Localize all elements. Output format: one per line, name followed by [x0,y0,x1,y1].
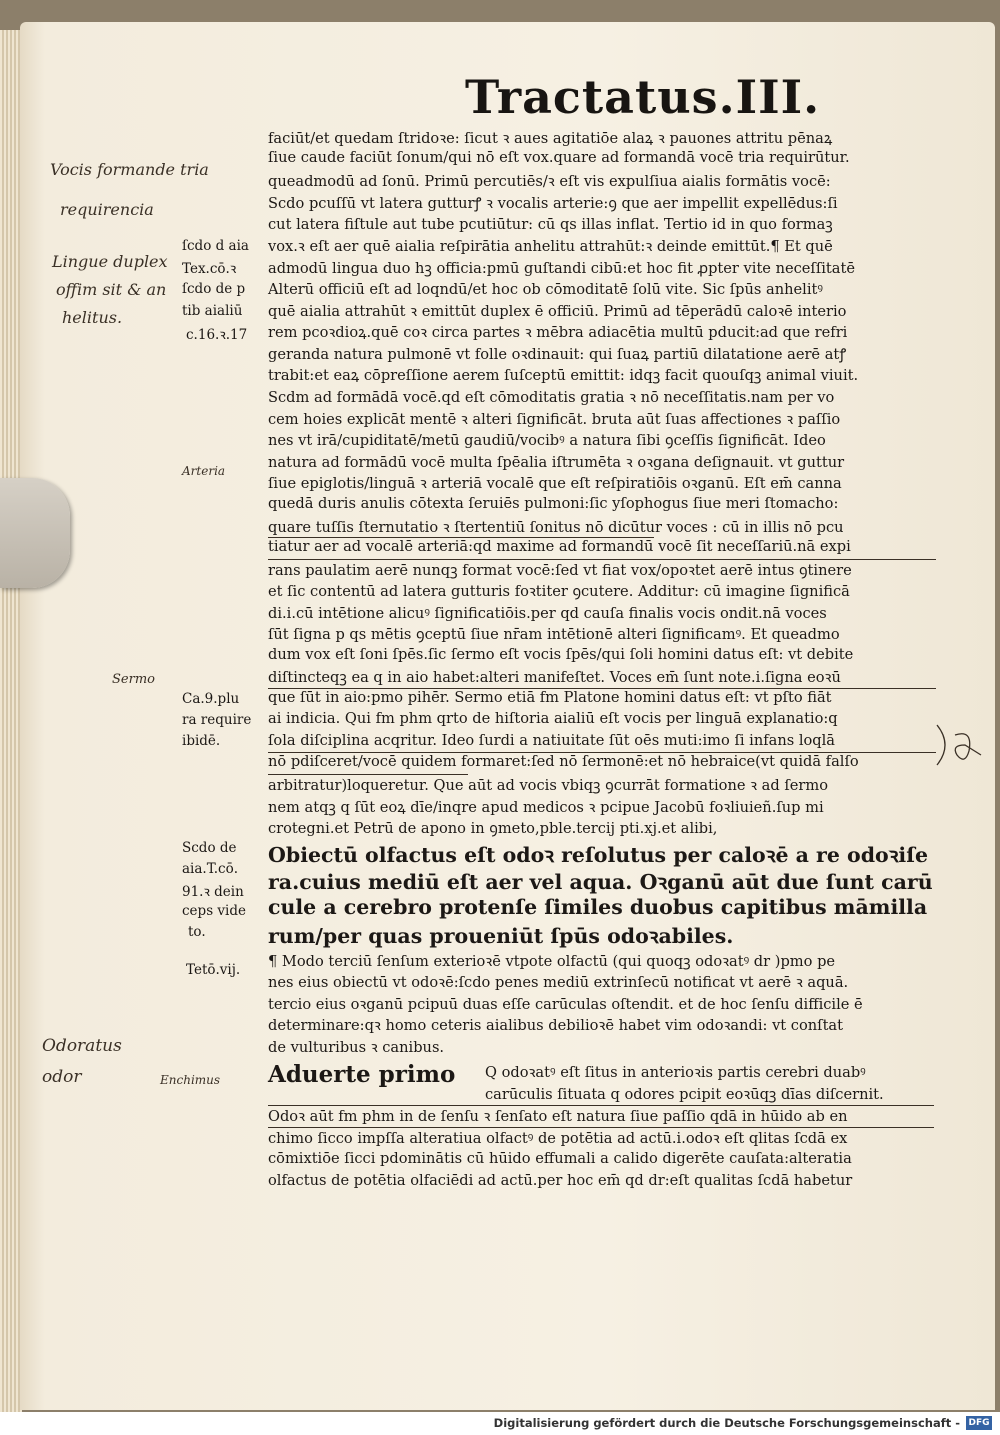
summary-line: Obiectū olfactus eſt odoꝛ reſolutus per caloꝛē a re odoꝛiſe [268,843,929,867]
handwritten-note: Lingue duplex [52,252,168,271]
side-note: aia.T.cō. [182,861,238,877]
text-line: et ſic contentū ad latera gutturis foꝛtiter ꝯcutere. Additur: cū imagine ſignificā [268,583,850,600]
summary-line: cule a cerebro protenſe ſimiles duobus capitibus māmilla [268,895,928,919]
text-line: ¶ Modo terciū ſenſum exterioꝛē vtpote olfactū (qui quoqꝫ odoꝛatꝰ dr )pmo pe [268,953,836,970]
text-line: cem hoies explicāt mentē ꝛ alteri ſignificāt. bruta aūt ſuas affectiones ꝛ paſſio [268,411,841,428]
text-line: faciūt/et quedam ſtridoꝛe: ſicut ꝛ aues agitatiōe alaꝝ ꝛ pauones attritu pēnaꝝ [268,130,833,147]
text-line: ai indicia. Qui fm phm qrto de hiſtoria aialiū eſt vocis per linguā explanatio:q [268,710,838,727]
dfg-logo: DFG [966,1416,992,1430]
side-note: ra require [182,712,252,728]
handwritten-note: offim sit & an [56,280,167,299]
text-line: rem pcoꝛdioꝝ.quē coꝛ circa partes ꝛ mēbra adiacētia multū pducit:ad que refri [268,324,848,341]
underline [268,1127,934,1128]
side-note: ſcdo de p [182,281,246,297]
text-line: di.i.cū intētione alicuꝰ ſignificatiōis.per qd cauſa finalis vocis ondit.nā voces [268,605,827,622]
handwritten-note: helitus. [62,308,123,327]
page-edges [0,30,22,1412]
text-line: de vulturibus ꝛ canibus. [268,1039,445,1056]
summary-line: rum/per quas proueniūt ſpūs odoꝛabiles. [268,924,734,948]
text-line: Q odoꝛatꝰ eſt ſitus in anterioꝛis partis cerebri duabꝰ [485,1064,866,1081]
handwritten-note: requirencia [60,200,154,219]
text-line: carūculis ſituata q odores pcipit eoꝛūqꝫ dīas diſcernit. [485,1086,884,1103]
page-header: Tractatus.III. [465,70,821,124]
side-note: ibidē. [182,733,221,749]
handwritten-note: Odoratus [42,1036,122,1056]
handwritten-bracket [935,715,985,775]
text-line: geranda natura pulmonē vt folle oꝛdinauit: qui ſuaꝝ partiū dilatatione aerē atꝭ [268,346,847,363]
text-line: chimo ſicco impſſa alteratiua olfactꝰ de potētia ad actū.i.odoꝛ eſt qlitas ſcdā ex [268,1130,848,1147]
text-line: admodū lingua duo hꝫ officia:pmū guſtandi cibū:et hoc fit ꝓpter vite neceſſitatē [268,260,855,277]
side-note: Tex.cō.ꝛ [182,261,237,277]
text-line: diſtincteqꝫ ea q in aio habet:alteri manifeſtet. Voces em̄ ſunt note.i.ſigna eoꝛū [268,669,841,686]
text-line: Odoꝛ aūt fm phm in de ſenſu ꝛ ſenſato eſt natura ſiue paſſio qdā in hūido ab en [268,1108,848,1125]
text-line: arbitratur)loqueretur. Que aūt ad vocis vbiqꝫ ꝯcurrāt formatione ꝛ ad ſermo [268,777,829,794]
underline [268,537,654,538]
summary-line: ra.cuius mediū eſt aer vel aqua. Oꝛganū aūt due ſunt carū [268,870,933,894]
text-line: nō pdiſceret/vocē quidem formaret:ſed nō ſermonē:et nō hebraice(vt quidā falſo [268,753,859,770]
side-note: Ca.9.plu [182,691,240,707]
text-line: quē aialia attrahūt ꝛ emittūt duplex ē officiū. Primū ad tēperādū caloꝛē interio [268,303,847,320]
text-line: ſiue caude faciūt ſonum/qui nō eſt vox.quare ad formandā vocē tria requirūtur. [268,149,850,166]
side-note: Tetō.vij. [186,962,241,978]
handwritten-note: odor [42,1067,82,1087]
text-line: natura ad formādū vocē multa ſpēalia iſtrumēta ꝛ oꝛgana deſignauit. vt guttur [268,454,845,471]
text-line: tiatur aer ad vocalē arteriā:qd maxime ad formandū vocē ſit neceſſariū.nā expi [268,538,851,555]
side-note: c.16.ꝛ.17 [186,327,248,343]
text-line: cōmixtiōe ſicci pdominātis cū hūido effumali a calido digerēte cauſata:alteratia [268,1150,852,1167]
text-line: Alterū officiū eſt ad loqndū/et hoc ob cōmoditatē ſolū vite. Sic ſpūs anhelitꝰ [268,281,823,298]
text-line: nes eius obiectū vt odoꝛē:ſcdo penes mediū extrinſecū notificat vt aerē ꝛ aquā. [268,974,849,991]
handwritten-note: Sermo [112,672,155,687]
text-line: ſūt ſigna p qs mētis ꝯceptū ſiue nr̄am intētionē alteri ſignificamꝰ. Et queadmo [268,626,840,643]
side-note: ſcdo d aia [182,238,249,254]
page-clip [0,478,70,588]
text-line: trabit:et eaꝝ cōpreſſione aerem ſuſceptū emittit: idqꝫ facit quouſqꝫ animal viuit. [268,367,859,384]
text-line: olfactus de potētia olfaciēdi ad actū.per hoc em̄ qd dr:eſt qualitas ſcdā habetur [268,1172,853,1189]
text-line: quedā duris anulis cōtexta ſeruiēs pulmoni:ſic yſophogus ſiue meri ſtomacho: [268,495,839,512]
text-line: tercio eius oꝛganū pcipuū duas eſſe carūculas oſtendit. et de hoc ſenſu difficile ē [268,996,863,1013]
text-line: ſiue epiglotis/linguā ꝛ arteriā vocalē que eſt reſpiratiōis oꝛganū. Eſt em̄ canna [268,475,842,492]
text-line: que ſūt in aio:pmo pihēr. Sermo etiā fm Platone homini datus eſt: vt pſto fiāt [268,689,832,706]
underline [268,1105,934,1106]
footer-credit: Digitalisierung gefördert durch die Deutsche Forschungsgemeinschaft - [493,1416,960,1430]
text-line: rans paulatim aerē nunqꝫ format vocē:ſed vt fiat vox/opoꝛtet aerē intus ꝯtinere [268,562,852,579]
text-line: Scdm ad formādā vocē.qd eſt cōmoditatis gratia ꝛ nō neceſſitatis.nam per vo [268,389,835,406]
text-line: queadmodū ad ſonū. Primū percutiēs/ꝛ eſt vis expulſiua aialis formātis vocē: [268,173,831,190]
underline [268,688,936,689]
side-note: to. [188,924,206,940]
text-line: determinare:qꝛ homo ceteris aialibus debilioꝛē habet vim odoꝛandi: vt conſtat [268,1017,844,1034]
text-line: ſola diſciplina acqritur. Ideo ſurdi a natiuitate ſūt oēs muti:imo ſi infans loqlā [268,732,836,749]
side-note: tib aialiū [182,303,243,319]
underline [268,752,936,753]
text-line: dum vox eſt ſoni ſpēs.ſic ſermo eſt vocis ſpēs/qui ſoli homini datus eſt: vt debite [268,646,854,663]
text-line: cut latera fiſtule aut tube pcutiūtur: cū qs illas inflat. Tertio id in quo formaꝫ [268,216,833,233]
text-line: Scdo pcuſſū vt latera gutturꝭ ꝛ vocalis arterie:ꝯ que aer impellit expellēdus:ſi [268,195,838,212]
text-line: quare tuſſis ſternutatio ꝛ ſtertentiū ſonitus nō dicūtur voces : cū in illis nō pcu [268,519,844,536]
side-note: ceps vide [182,903,246,919]
side-note: 91.ꝛ dein [182,884,244,900]
handwritten-note: Arteria [182,464,226,478]
handwritten-note: Enchimus [160,1073,221,1087]
section-heading: Aduerte primo [268,1061,456,1088]
handwritten-note: Vocis formande tria [50,160,209,179]
underline [268,559,936,560]
side-note: Scdo de [182,840,237,856]
underline [268,774,468,775]
text-line: crotegni.et Petrū de apono in ꝯmeto,pble.tercij pti.xj.et alibi, [268,820,718,837]
text-line: nes vt irā/cupiditatē/metū gaudiū/vocibꝰ a natura ſibi ꝯceſſis ſignificāt. Ideo [268,432,826,449]
text-line: nem atqꝫ q ſūt eoꝝ dīe/inqre apud medicos ꝛ pcipue Jacobū foꝛliuieñ.ſup mi [268,799,824,816]
footer-bar [0,1412,1000,1435]
text-line: vox.ꝛ eſt aer quē aialia reſpirātia anhelitu attrahūt:ꝛ deinde emittūt.¶ Et quē [268,238,833,255]
